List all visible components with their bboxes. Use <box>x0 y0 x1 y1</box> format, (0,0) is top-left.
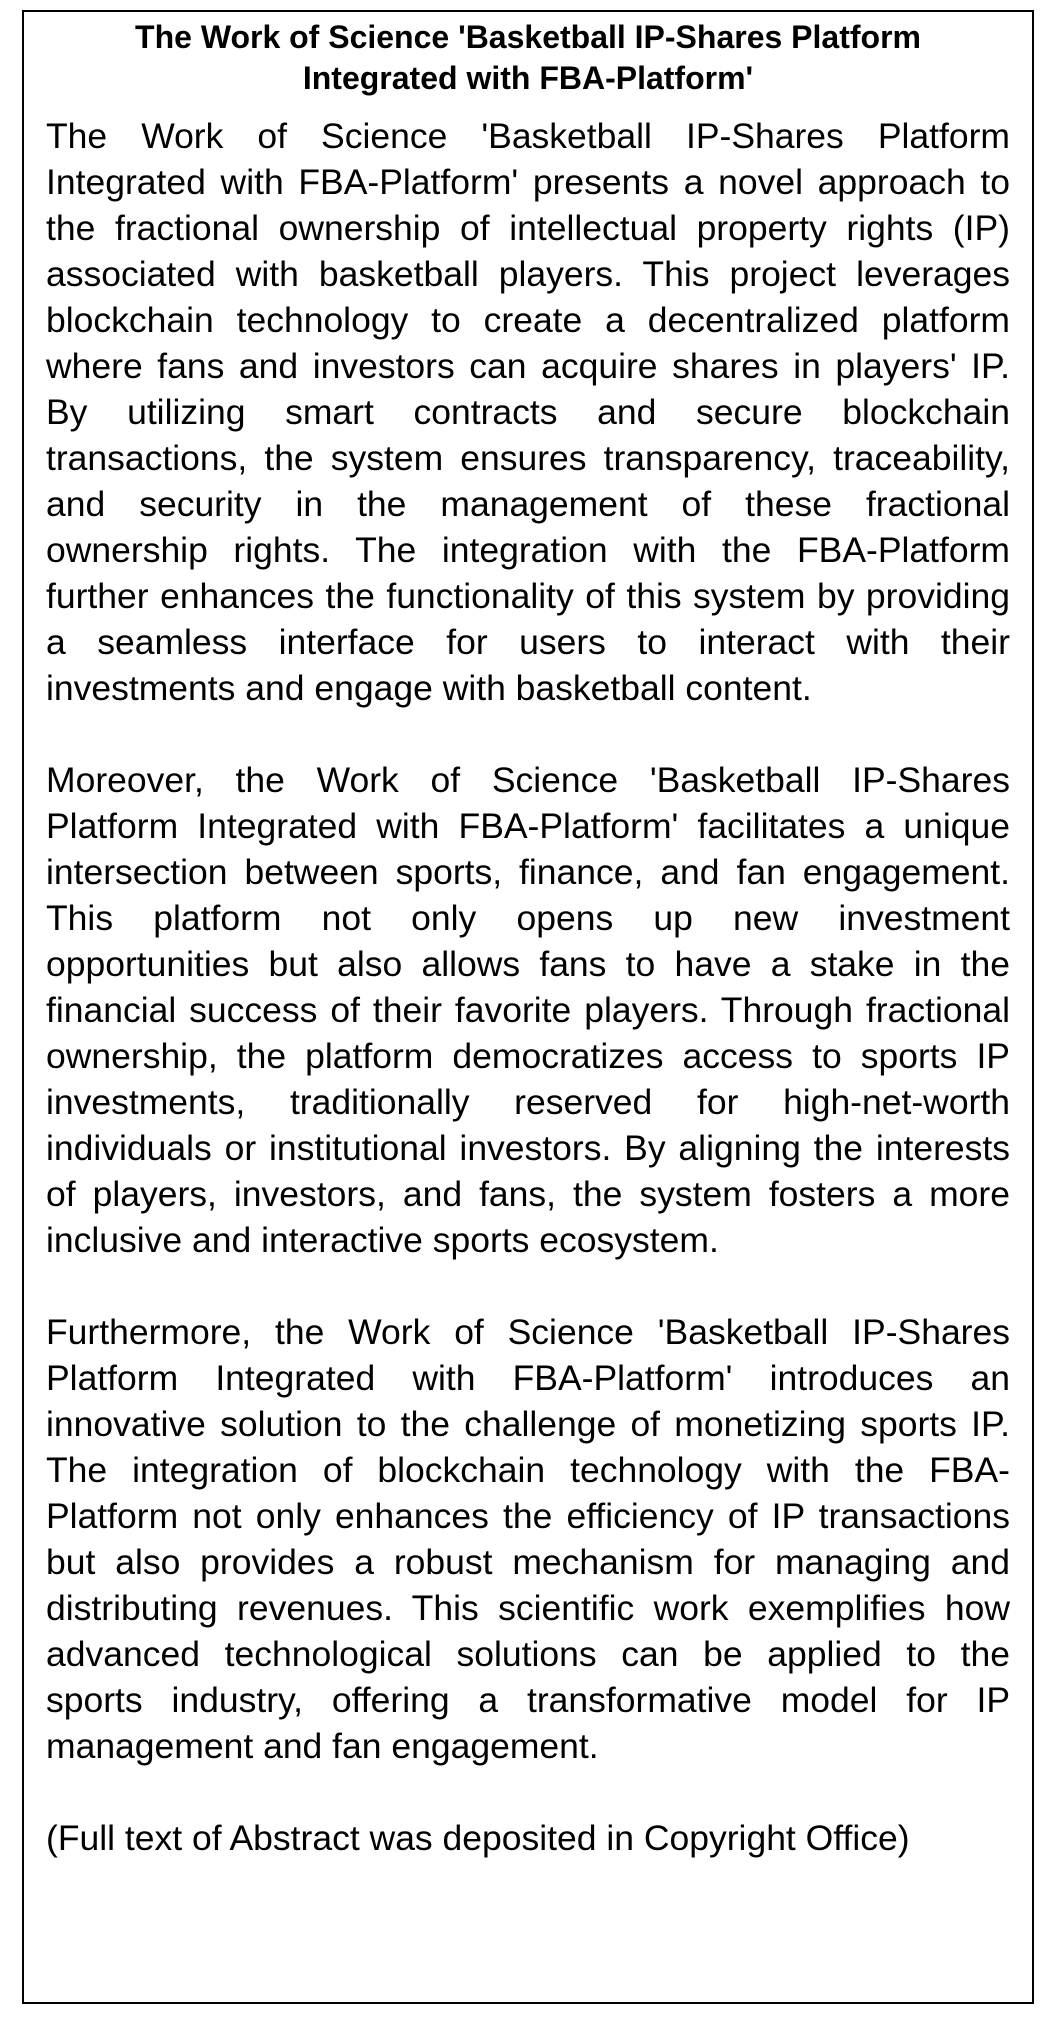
abstract-paragraph-2: Moreover, the Work of Science 'Basketball IP-Shares Platform Integrated with FBA-Platform' facilitates a unique intersection between sports, finance, and fan engagement. This platform not only opens up new investment opportunities but also allows fans to have a stake in the financial success of their favorite players. Through fractional ownership, the platform democratizes access to sports IP investments, traditionally reserved for high-net-worth individuals or institutional investors. By aligning the interests of players, investors, and fans, the system fosters a more inclusive and interactive sports ecosystem. <box>46 760 1010 1260</box>
abstract-body <box>46 113 1010 1861</box>
abstract-paragraph-3: Furthermore, the Work of Science 'Basketball IP-Shares Platform Integrated with FBA-Platform' introduces an innovative solution to the challenge of monetizing sports IP. The integration of blockchain technology with the FBA-Platform not only enhances the efficiency of IP transactions but also provides a robust mechanism for managing and distributing revenues. This scientific work exemplifies how advanced technological solutions can be applied to the sports industry, offering a transformative model for IP management and fan engagement. <box>46 1312 1010 1766</box>
abstract-paragraph-1: The Work of Science 'Basketball IP-Shares Platform Integrated with FBA-Platform' presents a novel approach to the fractional ownership of intellectual property rights (IP) associated with basketball players. This project leverages blockchain technology to create a decentralized platform where fans and investors can acquire shares in players' IP. By utilizing smart contracts and secure blockchain transactions, the system ensures transparency, traceability, and security in the management of these fractional ownership rights. The integration with the FBA-Platform further enhances the functionality of this system by providing a seamless interface for users to interact with their investments and engage with basketball content. <box>46 116 1010 708</box>
document-title: The Work of Science 'Basketball IP-Shares Platform Integrated with FBA-Platform' <box>135 19 921 96</box>
deposit-note: (Full text of Abstract was deposited in Copyright Office) <box>46 1818 910 1858</box>
abstract-frame <box>22 10 1034 2004</box>
